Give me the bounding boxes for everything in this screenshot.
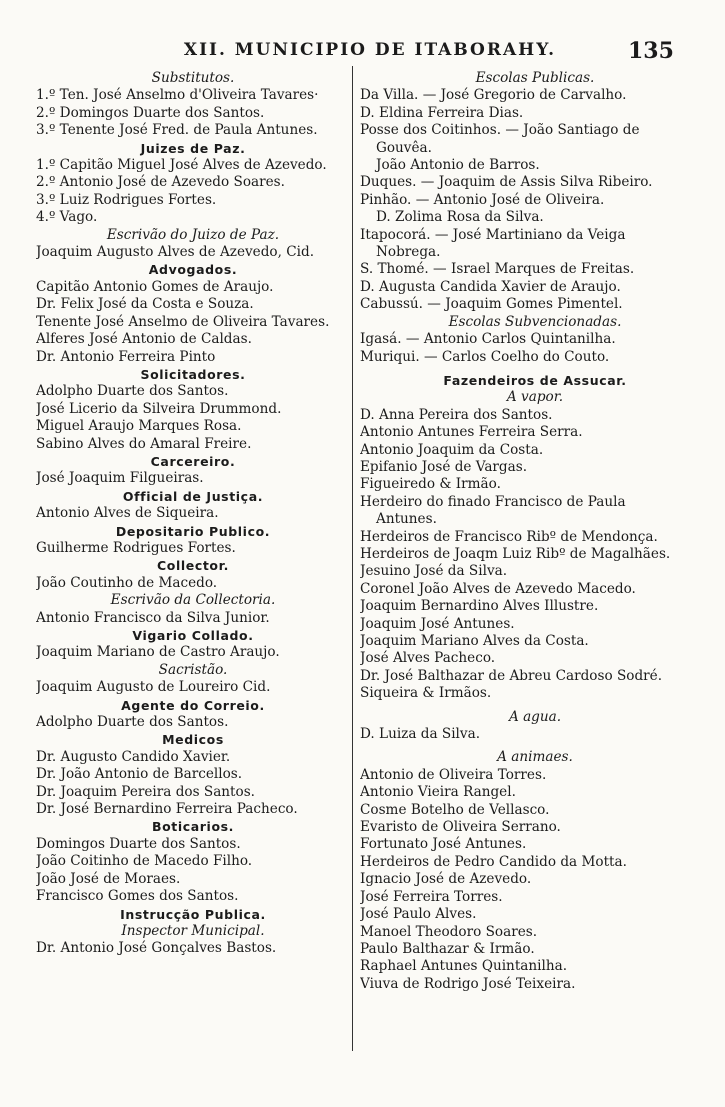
- section-heading: Advogados.: [148, 262, 238, 278]
- list-item: José Ferreira Torres.: [360, 888, 503, 905]
- list-item: Joaquim José Antunes.: [360, 615, 515, 632]
- list-item: Adolpho Duarte dos Santos.: [36, 714, 229, 731]
- section-heading: Boticarios.: [151, 819, 235, 835]
- list-item: S. Thomé. — Israel Marques de Freitas.: [360, 261, 635, 278]
- list-item: Antonio de Oliveira Torres.: [360, 766, 547, 783]
- list-item: Herdeiros de Joaqm Luiz Ribº de Magalhães.: [360, 545, 671, 562]
- section-heading: Inspector Municipal.: [121, 922, 265, 939]
- section-heading: Escrivão da Collectoria.: [110, 592, 276, 609]
- list-item: 1.º Capitão Miguel José Alves de Azevedo.: [36, 157, 327, 174]
- list-item: José Licerio da Silveira Drummond.: [36, 400, 282, 417]
- list-item: Dr. Felix José da Costa e Souza.: [36, 296, 254, 313]
- list-item: João Coutinho de Macedo.: [36, 574, 218, 591]
- list-item: Fortunato José Antunes.: [360, 836, 527, 853]
- list-item: Antonio Alves de Siqueira.: [36, 505, 219, 522]
- section-heading: Substitutos.: [151, 70, 235, 86]
- list-item: Evaristo de Oliveira Serrano.: [360, 819, 561, 836]
- column-divider: [352, 66, 353, 1051]
- list-item: Dr. João Antonio de Barcellos.: [36, 766, 243, 783]
- list-item: Epifanio José de Vargas.: [360, 458, 528, 475]
- section-heading: A animaes.: [497, 749, 573, 766]
- list-item: Guilherme Rodrigues Fortes.: [36, 539, 236, 556]
- list-item: D. Anna Pereira dos Santos.: [360, 406, 553, 423]
- list-item: Posse dos Coitinhos. — João Santiago de: [360, 122, 640, 139]
- list-item: D. Luiza da Silva.: [360, 726, 481, 743]
- list-item: Gouvêa.: [376, 139, 432, 156]
- section-heading: Depositario Publico.: [115, 523, 271, 539]
- list-item: Nobrega.: [376, 244, 441, 261]
- section-heading: Escolas Subvencionadas.: [448, 313, 622, 330]
- list-item: Antunes.: [376, 511, 437, 528]
- section-heading: Carcereiro.: [150, 453, 236, 469]
- section-heading: Agente do Correio.: [121, 697, 265, 713]
- list-item: Ignacio José de Azevedo.: [360, 871, 532, 888]
- list-item: Pinhão. — Antonio José de Oliveira.: [360, 191, 605, 208]
- list-item: Dr. Joaquim Pereira dos Santos.: [36, 783, 255, 800]
- list-item: Jesuino José da Silva.: [360, 563, 508, 580]
- list-item: Joaquim Augusto Alves de Azevedo, Cid.: [36, 244, 315, 261]
- section-heading: A agua.: [508, 708, 562, 725]
- list-item: Cosme Botelho de Vellasco.: [360, 801, 550, 818]
- list-item: Joaquim Augusto de Loureiro Cid.: [36, 679, 271, 696]
- list-item: Antonio Antunes Ferreira Serra.: [360, 424, 583, 441]
- list-item: 2.º Antonio José de Azevedo Soares.: [36, 174, 285, 191]
- section-heading: Juizes de Paz.: [140, 140, 246, 156]
- list-item: 3.º Tenente José Fred. de Paula Antunes.: [36, 122, 318, 139]
- list-item: D. Zolima Rosa da Silva.: [376, 209, 544, 226]
- list-item: 1.º Ten. José Anselmo d'Oliveira Tavares·: [36, 87, 319, 104]
- section-heading: Solicitadores.: [140, 366, 246, 382]
- list-item: Dr. José Bernardino Ferreira Pacheco.: [36, 801, 298, 818]
- list-item: José Alves Pacheco.: [360, 650, 496, 667]
- list-item: Joaquim Bernardino Alves Illustre.: [360, 598, 599, 615]
- list-item: D. Eldina Ferreira Dias.: [360, 104, 524, 121]
- list-item: Raphael Antunes Quintanilha.: [360, 958, 568, 975]
- list-item: Antonio Joaquim da Costa.: [360, 441, 544, 458]
- list-item: D. Augusta Candida Xavier de Araujo.: [360, 278, 621, 295]
- right-column: [360, 70, 710, 993]
- list-item: Dr. Antonio Ferreira Pinto: [36, 348, 216, 365]
- section-heading: Official de Justiça.: [122, 488, 264, 504]
- list-item: Duques. — Joaquim de Assis Silva Ribeiro.: [360, 174, 653, 191]
- section-heading: Fazendeiros de Assucar.: [443, 372, 627, 388]
- list-item: Herdeiros de Pedro Candido da Motta.: [360, 853, 627, 870]
- list-item: Miguel Araujo Marques Rosa.: [36, 418, 242, 435]
- list-item: Alferes José Antonio de Caldas.: [36, 331, 252, 348]
- list-item: Tenente José Anselmo de Oliveira Tavares.: [36, 313, 330, 330]
- section-heading: Collector.: [157, 558, 229, 574]
- section-heading: Escolas Publicas.: [475, 70, 595, 86]
- list-item: Antonio Vieira Rangel.: [360, 784, 516, 801]
- list-item: Coronel João Alves de Azevedo Macedo.: [360, 580, 636, 597]
- list-item: 3.º Luiz Rodrigues Fortes.: [36, 191, 217, 208]
- list-item: Joaquim Mariano de Castro Araujo.: [36, 644, 280, 661]
- list-item: 2.º Domingos Duarte dos Santos.: [36, 104, 265, 121]
- list-item: Paulo Balthazar & Irmão.: [360, 940, 535, 957]
- list-item: João José de Moraes.: [36, 870, 181, 887]
- section-heading: Medicos: [162, 732, 224, 748]
- page-title: XII. MUNICIPIO DE ITABORAHY.: [183, 40, 557, 60]
- left-column: [36, 70, 350, 958]
- list-item: Francisco Gomes dos Santos.: [36, 888, 239, 905]
- list-item: Manoel Theodoro Soares.: [360, 923, 538, 940]
- section-heading: Sacristão.: [158, 661, 228, 678]
- list-item: Da Villa. — José Gregorio de Carvalho.: [360, 87, 627, 104]
- list-item: José Paulo Alves.: [360, 906, 477, 923]
- section-heading: A vapor.: [506, 389, 564, 406]
- section-heading: Instrucção Publica.: [120, 906, 266, 922]
- list-item: Herdeiro do finado Francisco de Paula: [360, 493, 626, 510]
- list-item: Itapocorá. — José Martiniano da Veiga: [360, 226, 626, 243]
- list-item: Antonio Francisco da Silva Junior.: [36, 609, 270, 626]
- list-item: João Antonio de Barros.: [376, 157, 540, 174]
- list-item: Figueiredo & Irmão.: [360, 476, 501, 493]
- list-item: Dr. José Balthazar de Abreu Cardoso Sodré.: [360, 667, 663, 684]
- list-item: Capitão Antonio Gomes de Araujo.: [36, 278, 274, 295]
- list-item: Dr. Augusto Candido Xavier.: [36, 748, 231, 765]
- list-item: Adolpho Duarte dos Santos.: [36, 383, 229, 400]
- list-item: Viuva de Rodrigo José Teixeira.: [360, 975, 576, 992]
- list-item: Siqueira & Irmãos.: [360, 685, 492, 702]
- list-item: José Joaquim Filgueiras.: [36, 470, 204, 487]
- list-item: Dr. Antonio José Gonçalves Bastos.: [36, 940, 277, 957]
- list-item: Herdeiros de Francisco Ribº de Mendonça.: [360, 528, 658, 545]
- list-item: Domingos Duarte dos Santos.: [36, 835, 241, 852]
- list-item: Joaquim Mariano Alves da Costa.: [360, 633, 589, 649]
- page-number: 135: [628, 38, 674, 64]
- list-item: João Coitinho de Macedo Filho.: [36, 853, 253, 870]
- list-item: Sabino Alves do Amaral Freire.: [36, 435, 252, 452]
- list-item: 4.º Vago.: [36, 209, 98, 226]
- section-heading: Vigario Collado.: [132, 628, 254, 643]
- list-item: Muriqui. — Carlos Coelho do Couto.: [360, 348, 610, 365]
- section-heading: Escrivão do Juizo de Paz.: [106, 226, 280, 243]
- list-item: Cabussú. — Joaquim Gomes Pimentel.: [360, 296, 623, 313]
- list-item: Igasá. — Antonio Carlos Quintanilha.: [360, 331, 616, 348]
